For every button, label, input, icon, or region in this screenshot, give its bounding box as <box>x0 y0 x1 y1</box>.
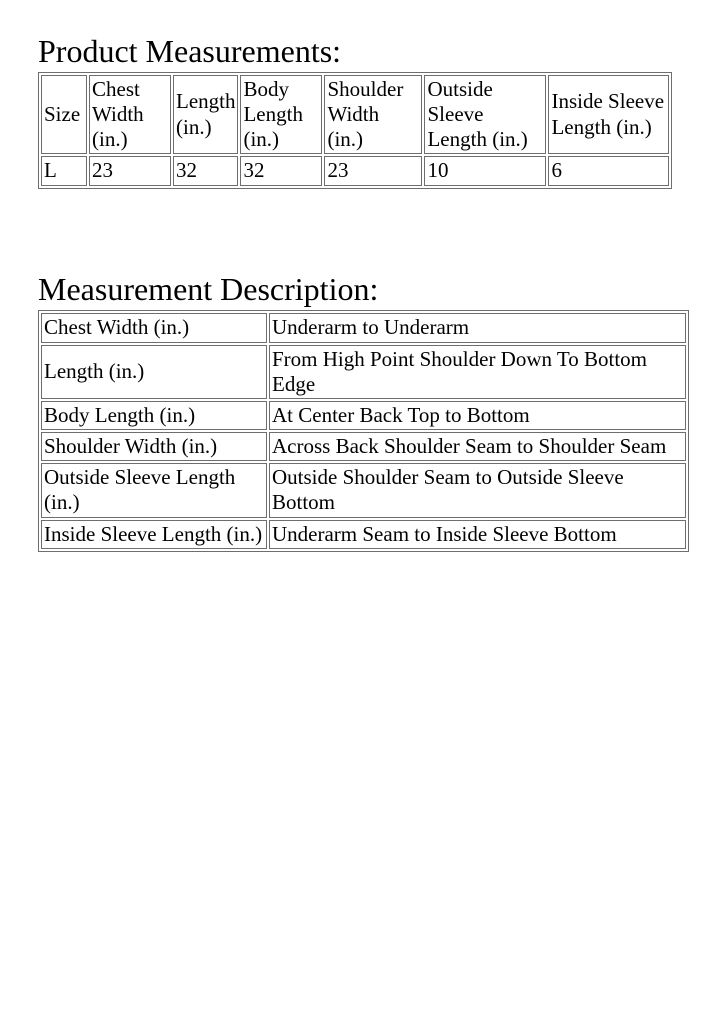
measurement-description-heading: Measurement Description: <box>38 270 379 307</box>
measurement-definition: Across Back Shoulder Seam to Shoulder Seam <box>269 432 686 461</box>
product-measurements-heading: Product Measurements: <box>38 33 342 69</box>
description-row <box>41 401 686 430</box>
column-header-body-length: Body Length (in.) <box>240 75 322 155</box>
size-value: L <box>41 156 87 185</box>
description-row <box>41 463 686 517</box>
description-row <box>41 345 686 399</box>
measurement-label: Length (in.) <box>41 345 267 399</box>
measurement-label: Body Length (in.) <box>41 401 267 430</box>
measurement-definition: Outside Shoulder Seam to Outside Sleeve Bottom <box>269 463 686 517</box>
measurement-definition: Underarm to Underarm <box>269 313 686 342</box>
measurement-definition: From High Point Shoulder Down To Bottom Edge <box>269 345 686 399</box>
product-measurements-table <box>38 72 672 189</box>
column-header-inside-sleeve-length: Inside Sleeve Length (in.) <box>548 75 669 155</box>
description-row <box>41 520 686 549</box>
measurement-label: Chest Width (in.) <box>41 313 267 342</box>
body-length-value: 32 <box>240 156 322 185</box>
outside-sleeve-length-value: 10 <box>424 156 546 185</box>
measurement-definition: Underarm Seam to Inside Sleeve Bottom <box>269 520 686 549</box>
measurement-label: Inside Sleeve Length (in.) <box>41 520 267 549</box>
description-row <box>41 432 686 461</box>
measurement-label: Shoulder Width (in.) <box>41 432 267 461</box>
size-l-row <box>41 156 669 185</box>
product-measurements-header-row <box>41 75 669 155</box>
column-header-outside-sleeve-length: Outside Sleeve Length (in.) <box>424 75 546 155</box>
shoulder-width-value: 23 <box>324 156 422 185</box>
column-header-length: Length (in.) <box>173 75 238 155</box>
column-header-size: Size <box>41 75 87 155</box>
inside-sleeve-length-value: 6 <box>548 156 669 185</box>
length-value: 32 <box>173 156 238 185</box>
measurement-label: Outside Sleeve Length (in.) <box>41 463 267 517</box>
column-header-shoulder-width: Shoulder Width (in.) <box>324 75 422 155</box>
measurement-description-table <box>38 310 689 552</box>
column-header-chest-width: Chest Width (in.) <box>89 75 171 155</box>
measurement-definition: At Center Back Top to Bottom <box>269 401 686 430</box>
chest-width-value: 23 <box>89 156 171 185</box>
description-row <box>41 313 686 342</box>
